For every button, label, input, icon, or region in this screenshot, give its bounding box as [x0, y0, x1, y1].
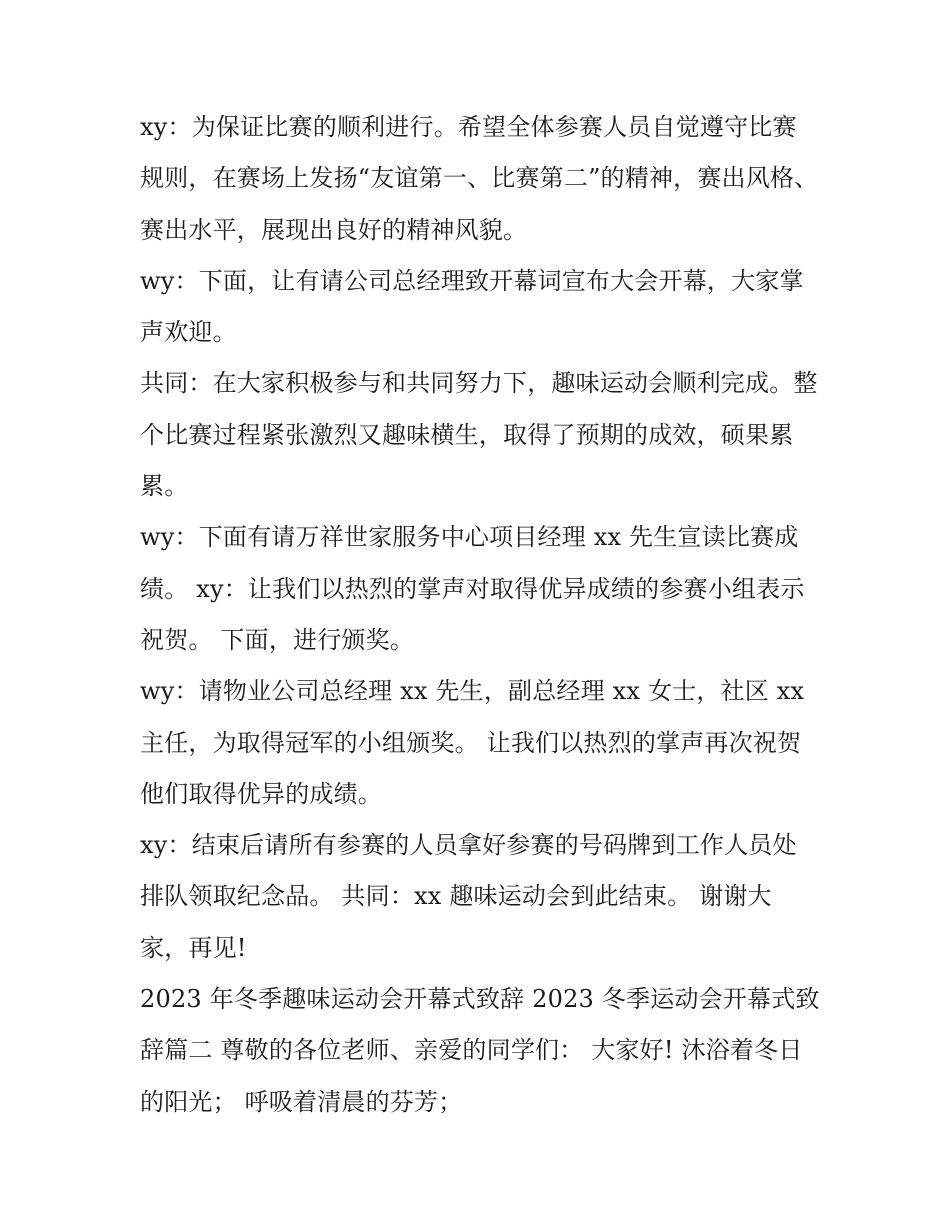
document-body: [140, 102, 820, 1128]
paragraph-wy-results: wy：下面有请万祥世家服务中心项目经理 xx 先生宣读比赛成绩。 xy：让我们以热烈的掌声对取得优异成绩的参赛小组表示祝贺。 下面，进行颁奖。: [140, 523, 805, 654]
paragraph-wy-awards: wy：请物业公司总经理 xx 先生，副总经理 xx 女士，社区 xx 主任，为取得冠军的小组颁奖。 让我们以热烈的掌声再次祝贺他们取得优异的成绩。: [140, 677, 805, 808]
paragraph-xy-rules: xy：为保证比赛的顺利进行。希望全体参赛人员自觉遵守比赛规则，在赛场上发扬“友谊第一、比赛第二”的精神，赛出风格、赛出水平，展现出良好的精神风貌。: [140, 113, 819, 244]
paragraph-speech-title: 2023 年冬季趣味运动会开幕式致辞 2023 冬季运动会开幕式致辞篇二 尊敬的各位老师、亲爱的同学们： 大家好! 沐浴着冬日的阳光； 呼吸着清晨的芬芳；: [140, 985, 820, 1116]
paragraph-together-complete: 共同：在大家积极参与和共同努力下，趣味运动会顺利完成。整个比赛过程紧张激烈又趣味横生，取得了预期的成效，硕果累累。: [140, 369, 818, 501]
paragraph-wy-opening: wy：下面，让有请公司总经理致开幕词宣布大会开幕，大家掌声欢迎。: [140, 266, 804, 347]
paragraph-xy-closing: xy：结束后请所有参赛的人员拿好参赛的号码牌到工作人员处排队领取纪念品。 共同：xx 趣味运动会到此结束。 谢谢大家，再见!: [140, 831, 797, 962]
